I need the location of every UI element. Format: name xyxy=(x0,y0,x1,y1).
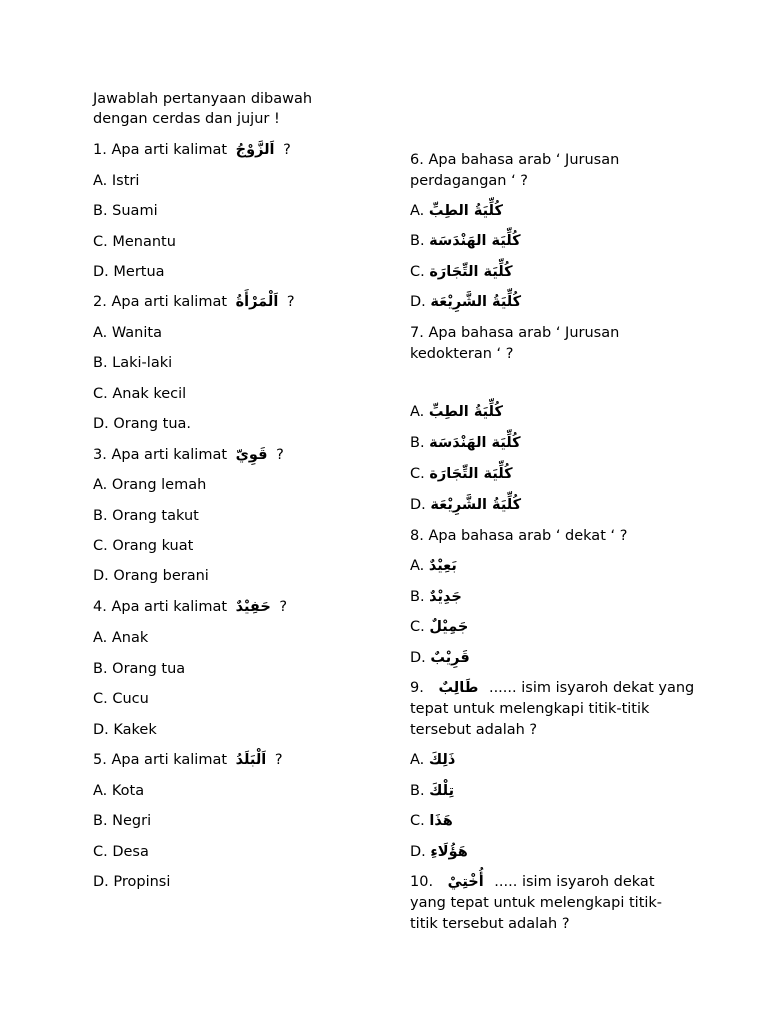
option-letter: A. xyxy=(410,752,425,768)
question-1-prefix: 1. Apa arti kalimat xyxy=(93,142,228,158)
option-arabic: قَرِيْبٌ xyxy=(430,650,470,666)
option-arabic: كُلِّيَة التِّجَارَة xyxy=(429,466,513,482)
option-letter: C. xyxy=(410,466,425,482)
question-8-option-c xyxy=(410,618,468,636)
question-9-option-b xyxy=(410,782,454,800)
question-5 xyxy=(93,751,283,769)
question-8-option-d xyxy=(410,649,470,667)
question-7-line-2: kedokteran ‘ ? xyxy=(410,346,514,362)
question-7-line-1: 7. Apa bahasa arab ‘ Jurusan xyxy=(410,325,620,341)
question-3-option-d: D. Orang berani xyxy=(93,568,209,584)
question-3-option-b: B. Orang takut xyxy=(93,508,199,524)
option-letter: C. xyxy=(410,619,425,635)
question-5-option-a: A. Kota xyxy=(93,783,145,799)
option-arabic: ذَلِكَ xyxy=(428,752,456,768)
option-letter: B. xyxy=(410,783,425,799)
option-letter: A. xyxy=(410,203,425,219)
question-1 xyxy=(93,141,291,159)
question-5-option-d: D. Propinsi xyxy=(93,874,171,890)
option-arabic: كُلِّيَةُ الطِبِّ xyxy=(428,203,503,219)
question-10-number: 10. xyxy=(410,874,434,890)
option-arabic: هَذَا xyxy=(429,813,453,829)
question-4-suffix: ? xyxy=(279,599,288,615)
question-5-option-c: C. Desa xyxy=(93,844,149,860)
option-letter: D. xyxy=(410,844,426,860)
question-1-option-d: D. Mertua xyxy=(93,264,165,280)
question-7-option-a xyxy=(410,403,503,421)
question-5-suffix: ? xyxy=(274,752,283,768)
question-1-option-a: A. Istri xyxy=(93,173,140,189)
option-letter: C. xyxy=(410,813,425,829)
question-9-option-d xyxy=(410,843,468,861)
option-arabic: بَعِيْدٌ xyxy=(428,558,457,574)
question-6-line-2: perdagangan ‘ ? xyxy=(410,173,529,189)
question-5-option-b: B. Negri xyxy=(93,813,152,829)
question-6-option-a xyxy=(410,202,503,220)
option-arabic: جَمِيْلٌ xyxy=(429,619,469,635)
question-2 xyxy=(93,293,295,311)
question-9-rest: ...... isim isyaroh dekat yang xyxy=(488,680,695,696)
option-arabic: كُلِّيَة التِّجَارَة xyxy=(429,264,513,280)
question-3-prefix: 3. Apa arti kalimat xyxy=(93,447,228,463)
question-2-prefix: 2. Apa arti kalimat xyxy=(93,294,228,310)
option-arabic: كُلِّيَةُ الشَّرِيْعَة xyxy=(430,294,522,310)
question-7-option-c xyxy=(410,465,513,483)
question-2-option-b: B. Laki-laki xyxy=(93,355,173,371)
option-arabic: كُلِّيَةُ الشَّرِيْعَة xyxy=(430,497,522,513)
question-9-option-a xyxy=(410,751,455,769)
question-5-arabic: اَلْبَلَدُ xyxy=(235,752,267,768)
option-letter: B. xyxy=(410,233,425,249)
option-letter: C. xyxy=(410,264,425,280)
option-letter: D. xyxy=(410,497,426,513)
question-7-option-b xyxy=(410,434,521,452)
question-3-suffix: ? xyxy=(276,447,284,463)
question-2-arabic: اَلْمَرْأَةُ xyxy=(235,294,279,310)
question-2-suffix: ? xyxy=(286,294,295,310)
question-9-line-1 xyxy=(410,679,694,697)
option-letter: A. xyxy=(410,558,425,574)
option-letter: D. xyxy=(410,650,426,666)
question-10-line-3: titik tersebut adalah ? xyxy=(410,916,570,932)
question-9-option-c xyxy=(410,812,453,830)
question-10-line-2: yang tepat untuk melengkapi titik- xyxy=(410,895,663,911)
question-6-option-b xyxy=(410,232,521,250)
question-7-option-d xyxy=(410,496,521,514)
option-arabic: كُلِّيَةُ الطِبِّ xyxy=(428,404,503,420)
question-10-arabic: أُخْتِيْ xyxy=(447,874,484,890)
option-letter: B. xyxy=(410,435,425,451)
question-1-option-c: C. Menantu xyxy=(93,234,176,250)
question-4-option-d: D. Kakek xyxy=(93,722,157,738)
question-6-option-d xyxy=(410,293,521,311)
question-4-prefix: 4. Apa arti kalimat xyxy=(93,599,228,615)
question-2-option-c: C. Anak kecil xyxy=(93,386,187,402)
option-arabic: كُلِّيَة الهَنْدَسَة xyxy=(429,233,521,249)
question-4-option-a: A. Anak xyxy=(93,630,149,646)
option-arabic: كُلِّيَة الهَنْدَسَة xyxy=(429,435,521,451)
option-letter: B. xyxy=(410,589,425,605)
option-arabic: تِلْكَ xyxy=(429,783,455,799)
question-6-line-1: 6. Apa bahasa arab ‘ Jurusan xyxy=(410,152,620,168)
question-8-option-b xyxy=(410,588,462,606)
instruction-line-2: dengan cerdas dan jujur ! xyxy=(93,111,280,127)
question-10-rest: ..... isim isyaroh dekat xyxy=(494,874,655,890)
option-arabic: هَؤُلَاءِ xyxy=(430,844,468,860)
instruction-line-1: Jawablah pertanyaan dibawah xyxy=(93,91,313,107)
question-3-option-a: A. Orang lemah xyxy=(93,477,207,493)
option-letter: A. xyxy=(410,404,425,420)
question-9-line-2: tepat untuk melengkapi titik-titik xyxy=(410,701,650,717)
question-4-option-c: C. Cucu xyxy=(93,691,149,707)
question-3-option-c: C. Orang kuat xyxy=(93,538,194,554)
question-9-line-3: tersebut adalah ? xyxy=(410,722,538,738)
question-4-option-b: B. Orang tua xyxy=(93,661,186,677)
question-2-option-d: D. Orang tua. xyxy=(93,416,192,432)
option-letter: D. xyxy=(410,294,426,310)
question-5-prefix: 5. Apa arti kalimat xyxy=(93,752,228,768)
question-1-suffix: ? xyxy=(283,142,291,158)
question-8: 8. Apa bahasa arab ‘ dekat ‘ ? xyxy=(410,528,628,544)
question-4 xyxy=(93,598,287,616)
question-10-line-1 xyxy=(410,873,655,891)
question-3-arabic: قَوِيّ xyxy=(235,447,268,463)
question-8-option-a xyxy=(410,557,457,575)
question-3 xyxy=(93,446,284,464)
question-6-option-c xyxy=(410,263,513,281)
option-arabic: جَدِيْدٌ xyxy=(429,589,462,605)
question-4-arabic: حَفِيْدٌ xyxy=(235,599,271,615)
question-1-arabic: اَلزَّوْجُ xyxy=(235,142,275,158)
question-1-option-b: B. Suami xyxy=(93,203,158,219)
question-2-option-a: A. Wanita xyxy=(93,325,162,341)
question-9-number: 9. xyxy=(410,680,424,696)
question-9-arabic: طَالِبٌ xyxy=(438,680,479,696)
